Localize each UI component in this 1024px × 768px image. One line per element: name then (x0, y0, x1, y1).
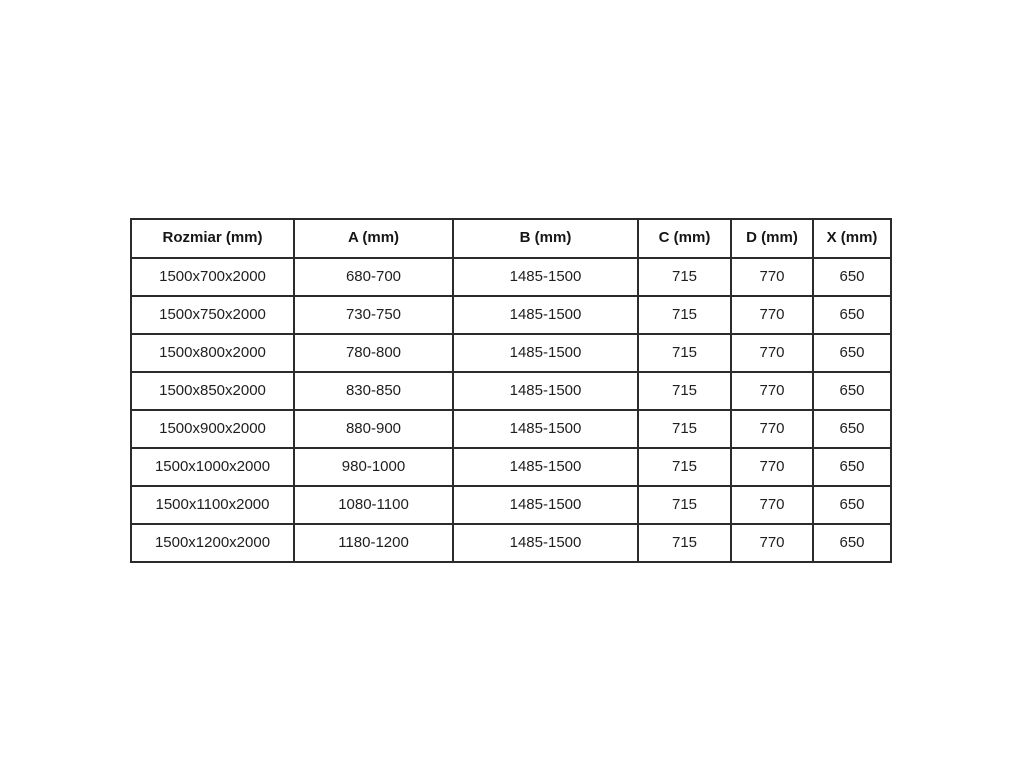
table-cell: 650 (813, 486, 891, 524)
column-header: X (mm) (813, 219, 891, 258)
table-cell: 715 (638, 258, 731, 296)
table-cell: 680-700 (294, 258, 453, 296)
table-cell: 770 (731, 372, 813, 410)
table-cell: 715 (638, 524, 731, 562)
table-cell: 1485-1500 (453, 524, 638, 562)
column-header: A (mm) (294, 219, 453, 258)
table-cell: 770 (731, 258, 813, 296)
table-cell: 1500x800x2000 (131, 334, 294, 372)
table-row (131, 372, 891, 410)
table-cell: 650 (813, 258, 891, 296)
table-cell: 780-800 (294, 334, 453, 372)
table-cell: 770 (731, 410, 813, 448)
header-row (131, 219, 891, 258)
table-row (131, 296, 891, 334)
table-cell: 830-850 (294, 372, 453, 410)
table-cell: 715 (638, 296, 731, 334)
table-cell: 650 (813, 448, 891, 486)
table-cell: 1500x750x2000 (131, 296, 294, 334)
table-cell: 1500x700x2000 (131, 258, 294, 296)
table-cell: 880-900 (294, 410, 453, 448)
table-row (131, 486, 891, 524)
table-cell: 1500x850x2000 (131, 372, 294, 410)
table-row (131, 410, 891, 448)
table-cell: 1500x1100x2000 (131, 486, 294, 524)
table-cell: 1485-1500 (453, 258, 638, 296)
table-cell: 715 (638, 372, 731, 410)
table-body (131, 258, 891, 562)
table-head (131, 219, 891, 258)
column-header: D (mm) (731, 219, 813, 258)
table-cell: 715 (638, 448, 731, 486)
column-header: B (mm) (453, 219, 638, 258)
table-cell: 650 (813, 334, 891, 372)
table-cell: 770 (731, 524, 813, 562)
table-cell: 730-750 (294, 296, 453, 334)
column-header: C (mm) (638, 219, 731, 258)
table-cell: 770 (731, 334, 813, 372)
table-cell: 1500x900x2000 (131, 410, 294, 448)
table-cell: 650 (813, 372, 891, 410)
table-cell: 1485-1500 (453, 372, 638, 410)
table-cell: 770 (731, 486, 813, 524)
table-cell: 770 (731, 296, 813, 334)
table-cell: 770 (731, 448, 813, 486)
table-cell: 1500x1000x2000 (131, 448, 294, 486)
table-cell: 650 (813, 296, 891, 334)
table-row (131, 334, 891, 372)
table-cell: 715 (638, 486, 731, 524)
table-cell: 1485-1500 (453, 296, 638, 334)
table-cell: 1485-1500 (453, 410, 638, 448)
table-cell: 715 (638, 334, 731, 372)
table-cell: 650 (813, 410, 891, 448)
table-cell: 1080-1100 (294, 486, 453, 524)
column-header: Rozmiar (mm) (131, 219, 294, 258)
dimension-spec-table (130, 218, 892, 563)
table-cell: 980-1000 (294, 448, 453, 486)
table-cell: 1500x1200x2000 (131, 524, 294, 562)
table-row (131, 258, 891, 296)
table-cell: 1485-1500 (453, 334, 638, 372)
table-cell: 650 (813, 524, 891, 562)
table-cell: 1485-1500 (453, 486, 638, 524)
table-row (131, 448, 891, 486)
table-cell: 1180-1200 (294, 524, 453, 562)
table-row (131, 524, 891, 562)
table-cell: 1485-1500 (453, 448, 638, 486)
table-cell: 715 (638, 410, 731, 448)
